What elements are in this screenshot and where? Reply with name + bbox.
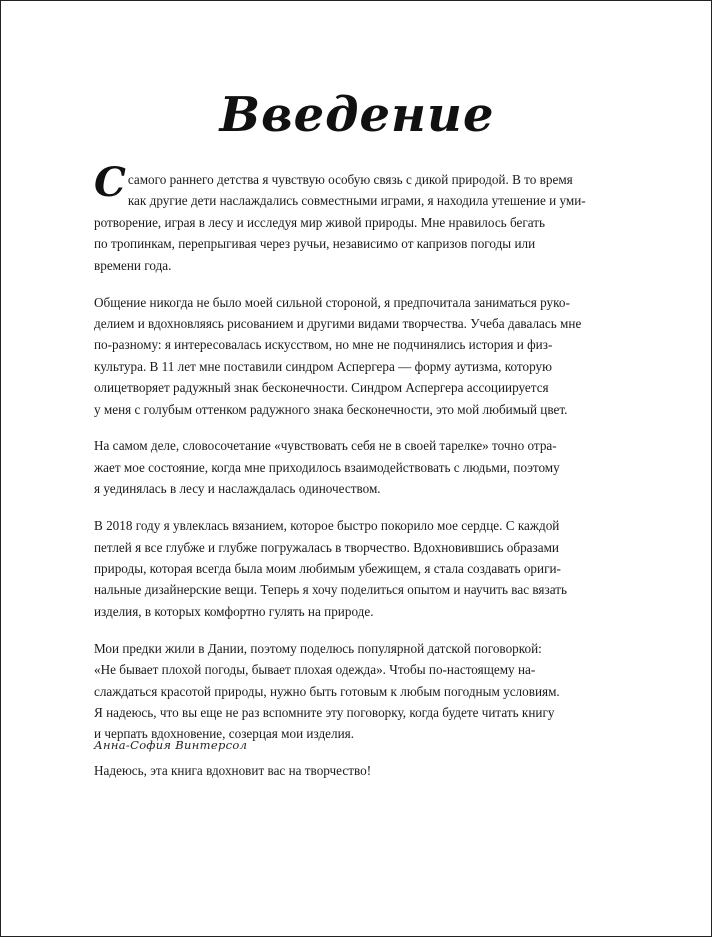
text-line: как другие дети наслаждались совместными играми, я находила утешение и уми-	[127, 193, 586, 209]
text-line: и черпать вдохновение, созерцая мои изделия.	[94, 726, 355, 742]
text-line: времени года.	[94, 257, 172, 273]
text-line: петлей я все глубже и глубже погружалась в творчество. Вдохновившись образами	[94, 539, 559, 555]
paragraph	[94, 292, 639, 420]
text-line: нальные дизайнерские вещи. Теперь я хочу поделиться опытом и научить вас вязать	[94, 582, 567, 598]
text-line: природы, которая всегда была моим любимым убежищем, я стала создавать ориги-	[94, 561, 561, 576]
text-line: по-разному: я интересовалась искусством, но мне не подчинялись история и физ-	[94, 337, 553, 353]
text-line: Общение никогда не было моей сильной стороной, я предпочитала заниматься руко-	[94, 294, 570, 310]
text-line: по тропинкам, перепрыгивая через ручьи, независимо от капризов погоды или	[94, 236, 536, 252]
text-line: делием и вдохновляясь рисованием и другими видами творчества. Учеба давалась мне	[94, 315, 582, 331]
text-line: жает мое состояние, когда мне приходилось взаимодействовать с людьми, поэтому	[94, 459, 560, 475]
text-line: олицетворяет радужный знак бесконечности. Синдром Аспергера ассоциируется	[94, 380, 549, 396]
closing-paragraph	[94, 760, 639, 781]
text-line: В 2018 году я увлеклась вязанием, которое быстро покорило мое сердце. С каждой	[94, 518, 560, 534]
author-signature: Анна-София Винтерсол	[94, 738, 248, 752]
text-line: На самом деле, словосочетание «чувствовать себя не в своей тарелке» точно отра-	[94, 438, 557, 454]
intro-paragraph	[94, 159, 639, 276]
text-line: слаждаться красотой природы, нужно быть готовым к любым погодным условиям.	[94, 683, 560, 699]
text-line: Я надеюсь, что вы еще не раз вспомните эту поговорку, когда будете читать книгу	[94, 704, 555, 720]
paragraph	[94, 515, 639, 622]
paragraph	[94, 638, 639, 745]
intro-first-line: самого раннего детства я чувствую особую связь с дикой природой. В то время	[127, 172, 573, 187]
text-line: у меня с голубым оттенком радужного знака бесконечности, это мой любимый цвет.	[94, 401, 568, 417]
text-line: Мои предки жили в Дании, поэтому поделюсь популярной датской поговоркой:	[94, 640, 542, 656]
text-line: «Не бывает плохой погоды, бывает плохая одежда». Чтобы по-настоящему на-	[94, 662, 536, 678]
drop-cap: С	[94, 159, 126, 206]
text-line: изделия, в которых комфортно гулять на природе.	[94, 603, 374, 619]
text-line: ротворение, играя в лесу и исследуя мир живой природы. Мне нравилось бегать	[94, 214, 546, 230]
text-line: я уединялась в лесу и наслаждалась одиночеством.	[94, 481, 381, 497]
body-text	[94, 159, 639, 797]
page-title: Введение	[219, 87, 495, 144]
text-line: Надеюсь, эта книга вдохновит вас на творчество!	[94, 763, 372, 779]
text-line: культура. В 11 лет мне поставили синдром Аспергера — форму аутизма, которую	[94, 358, 552, 374]
paragraph	[94, 435, 639, 499]
